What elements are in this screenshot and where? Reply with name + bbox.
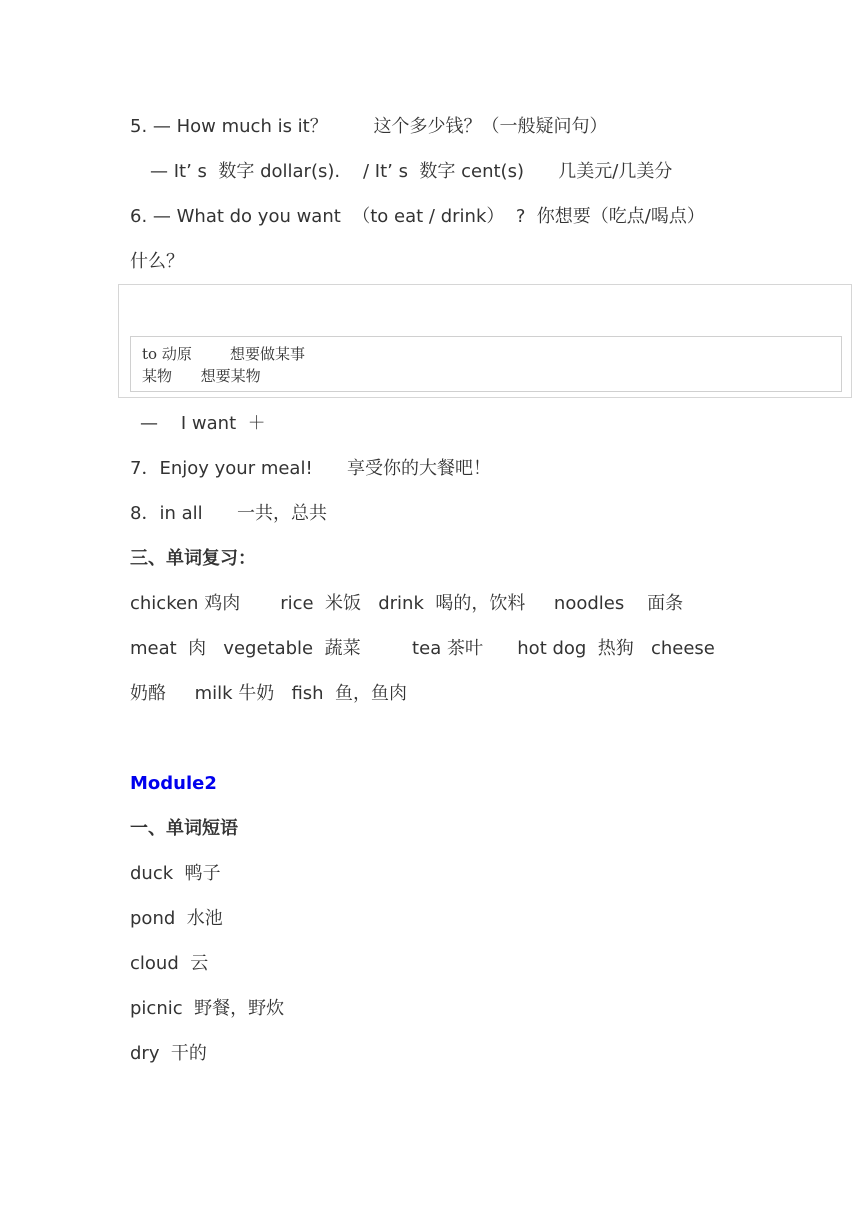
text-line-8: 8．in all 一共，总共: [130, 503, 327, 524]
formula-line-noun: 某物 想要某物: [142, 367, 261, 385]
module-title: Module2: [130, 773, 217, 794]
text-line-q6-cont: 什么？: [130, 251, 184, 272]
section-heading-phrases: 一、单词短语: [130, 818, 238, 839]
text-line-answer6: — I want ＋: [140, 413, 266, 434]
word-picnic: picnic 野餐，野炊: [130, 998, 285, 1019]
word-duck: duck 鸭子: [130, 863, 221, 884]
formula-line-to-verb: to 动原 想要做某事: [142, 345, 305, 363]
text-line-7: 7．Enjoy your meal! 享受你的大餐吧！: [130, 458, 492, 479]
vocab-line-1: chicken 鸡肉 rice 米饭 drink 喝的，饮料 noodles 面条: [130, 593, 684, 614]
word-pond: pond 水池: [130, 908, 223, 929]
text-line-q5: 5. — How much is it？ 这个多少钱？（一般疑问句）: [130, 116, 608, 137]
word-dry: dry 干的: [130, 1043, 207, 1064]
formula-box: [130, 336, 842, 392]
text-line-answer5: — It’ s 数字 dollar(s). / It’ s 数字 cent(s) 几美元/几美分: [150, 161, 673, 182]
word-cloud: cloud 云: [130, 953, 209, 974]
text-line-q6: 6. — What do you want （to eat / drink） ? 你想要（吃点/喝点）: [130, 206, 705, 227]
section-heading-word-review: 三、单词复习：: [130, 548, 256, 569]
vocab-line-3: 奶酪 milk 牛奶 fish 鱼，鱼肉: [130, 683, 408, 704]
vocab-line-2: meat 肉 vegetable 蔬菜 tea 茶叶 hot dog 热狗 cheese: [130, 638, 715, 659]
